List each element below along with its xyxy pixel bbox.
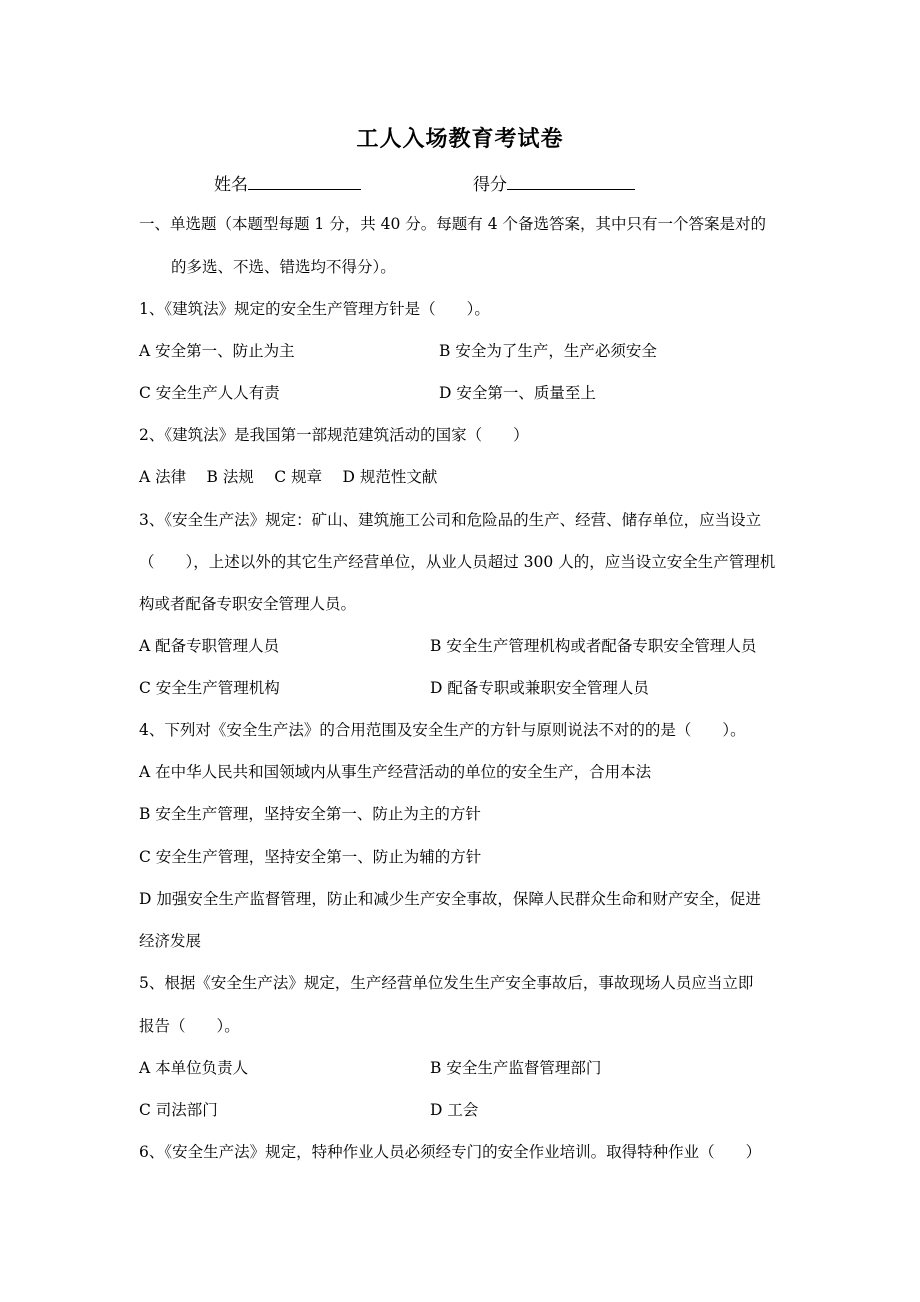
score-blank[interactable] bbox=[507, 172, 635, 190]
page-title: 工人入场教育考试卷 bbox=[356, 126, 564, 152]
section-heading-cont: 的多选、不选、错选均不得分）。 bbox=[171, 258, 396, 276]
q1-option-b: B 安全为了生产，生产必须安全 bbox=[439, 342, 657, 360]
q3-option-c: C 安全生产管理机构 bbox=[139, 679, 280, 697]
q2-options: A 法律 B 法规 C 规章 D 规范性文献 bbox=[139, 468, 438, 486]
q4-stem: 4、下列对《安全生产法》的合用范围及安全生产的方针与原则说法不对的的是（ ）。 bbox=[139, 721, 746, 739]
q4-option-c: C 安全生产管理，坚持安全第一、防止为辅的方针 bbox=[139, 848, 482, 866]
q5-stem-line1: 5、根据《安全生产法》规定，生产经营单位发生生产安全事故后，事故现场人员应当立即 bbox=[139, 974, 754, 992]
q3-stem-line3: 构或者配备专职安全管理人员。 bbox=[139, 595, 357, 613]
q4-option-d-line1: D 加强安全生产监督管理，防止和减少生产安全事故，保障人民群众生命和财产安全，促进 bbox=[139, 890, 761, 908]
q3-stem-line2: （ ），上述以外的其它生产经营单位，从业人员超过 300 人的，应当设立安全生产管理机 bbox=[139, 553, 776, 571]
q6-stem: 6、《安全生产法》规定，特种作业人员必须经专门的安全作业培训。取得特种作业（ ） bbox=[139, 1143, 762, 1161]
q3-option-d: D 配备专职或兼职安全管理人员 bbox=[430, 679, 649, 697]
q5-stem-line2: 报告（ ）。 bbox=[139, 1017, 240, 1035]
score-label: 得分 bbox=[473, 175, 507, 195]
name-blank[interactable] bbox=[248, 172, 361, 190]
q1-option-c: C 安全生产人人有责 bbox=[139, 384, 280, 402]
score-field bbox=[473, 170, 635, 195]
q4-option-a: A 在中华人民共和国领域内从事生产经营活动的单位的安全生产，合用本法 bbox=[139, 763, 652, 781]
q1-stem: 1、《建筑法》规定的安全生产管理方针是（ ）。 bbox=[139, 300, 490, 318]
name-field bbox=[214, 170, 361, 195]
section-heading: 一、单选题（本题型每题 1 分，共 40 分。每题有 4 个备选答案，其中只有一个答案是对的 bbox=[139, 215, 767, 233]
q5-option-d: D 工会 bbox=[430, 1101, 479, 1119]
q5-option-a: A 本单位负责人 bbox=[139, 1059, 249, 1077]
q5-option-b: B 安全生产监督管理部门 bbox=[430, 1059, 602, 1077]
q2-stem: 2、《建筑法》是我国第一部规范建筑活动的国家（ ） bbox=[139, 426, 529, 444]
q1-option-d: D 安全第一、质量至上 bbox=[439, 384, 596, 402]
q3-option-b: B 安全生产管理机构或者配备专职安全管理人员 bbox=[430, 637, 757, 655]
q4-option-b: B 安全生产管理，坚持安全第一、防止为主的方针 bbox=[139, 805, 481, 823]
q3-stem-line1: 3、《安全生产法》规定：矿山、建筑施工公司和危险品的生产、经营、储存单位，应当设立 bbox=[139, 511, 762, 529]
q4-option-d-line2: 经济发展 bbox=[139, 932, 202, 950]
q1-option-a: A 安全第一、防止为主 bbox=[139, 342, 295, 360]
q5-option-c: C 司法部门 bbox=[139, 1101, 218, 1119]
q3-option-a: A 配备专职管理人员 bbox=[139, 637, 280, 655]
name-label: 姓名 bbox=[214, 175, 248, 195]
